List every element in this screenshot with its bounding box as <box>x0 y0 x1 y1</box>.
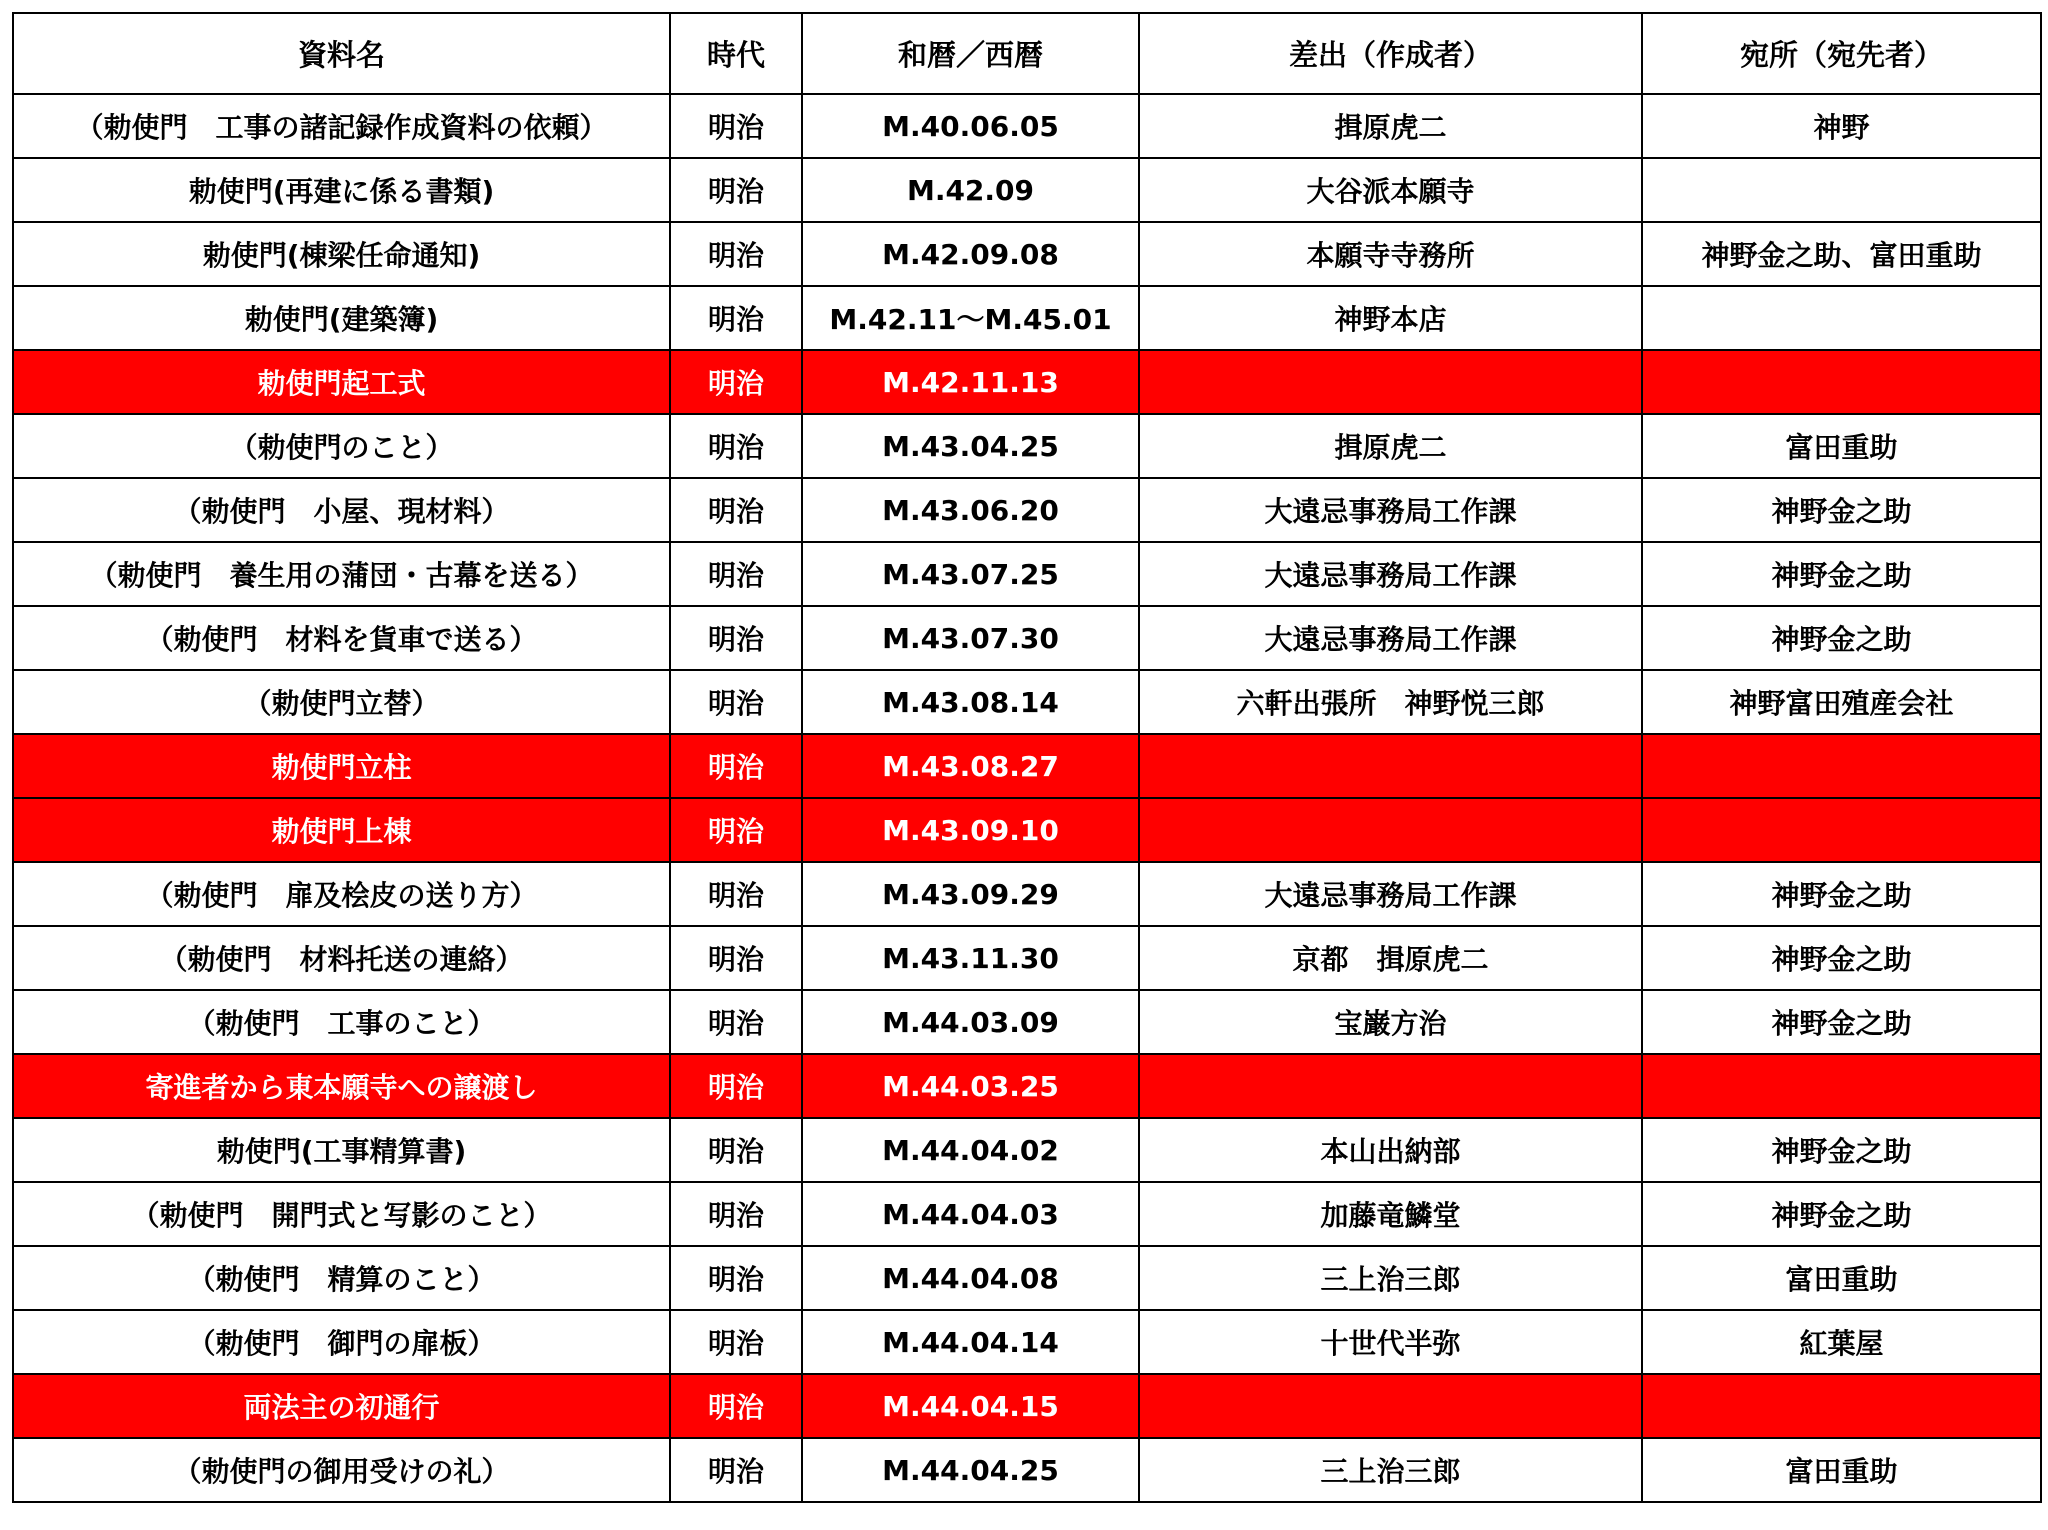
table-row <box>13 1310 2041 1374</box>
cell-date: M.42.09.08 <box>802 222 1139 286</box>
table-body <box>13 94 2041 1502</box>
table-row <box>13 1182 2041 1246</box>
cell-document-name: （勅使門 精算のこと） <box>13 1246 670 1310</box>
cell-document-name: （勅使門 御門の扉板） <box>13 1310 670 1374</box>
cell-document-name: 勅使門上棟 <box>13 798 670 862</box>
header-date: 和暦／西暦 <box>802 13 1139 94</box>
table-row <box>13 670 2041 734</box>
cell-date: M.43.08.14 <box>802 670 1139 734</box>
table-row <box>13 990 2041 1054</box>
cell-recipient: 神野金之助 <box>1642 542 2041 606</box>
cell-era: 明治 <box>670 478 802 542</box>
cell-sender: 揖原虎二 <box>1139 94 1642 158</box>
cell-era: 明治 <box>670 1374 802 1438</box>
cell-sender: 大遠忌事務局工作課 <box>1139 862 1642 926</box>
cell-recipient <box>1642 158 2041 222</box>
cell-recipient: 神野金之助 <box>1642 606 2041 670</box>
table-row <box>13 862 2041 926</box>
cell-sender <box>1139 350 1642 414</box>
cell-date: M.42.11～M.45.01 <box>802 286 1139 350</box>
cell-era: 明治 <box>670 1310 802 1374</box>
cell-era: 明治 <box>670 1054 802 1118</box>
cell-sender: 六軒出張所 神野悦三郎 <box>1139 670 1642 734</box>
table-row <box>13 542 2041 606</box>
cell-document-name: 両法主の初通行 <box>13 1374 670 1438</box>
cell-sender: 本山出納部 <box>1139 1118 1642 1182</box>
cell-date: M.44.03.25 <box>802 1054 1139 1118</box>
cell-recipient: 神野富田殖産会社 <box>1642 670 2041 734</box>
header-era: 時代 <box>670 13 802 94</box>
table-row-highlighted <box>13 1374 2041 1438</box>
cell-recipient: 神野金之助 <box>1642 862 2041 926</box>
cell-sender: 十世代半弥 <box>1139 1310 1642 1374</box>
cell-era: 明治 <box>670 606 802 670</box>
cell-document-name: （勅使門 工事のこと） <box>13 990 670 1054</box>
cell-sender: 加藤竜鱗堂 <box>1139 1182 1642 1246</box>
cell-document-name: （勅使門 工事の諸記録作成資料の依頼） <box>13 94 670 158</box>
table-row-highlighted <box>13 1054 2041 1118</box>
cell-date: M.40.06.05 <box>802 94 1139 158</box>
cell-document-name: （勅使門 開門式と写影のこと） <box>13 1182 670 1246</box>
cell-document-name: 勅使門(工事精算書) <box>13 1118 670 1182</box>
cell-era: 明治 <box>670 670 802 734</box>
cell-date: M.43.04.25 <box>802 414 1139 478</box>
cell-date: M.43.08.27 <box>802 734 1139 798</box>
cell-document-name: 勅使門起工式 <box>13 350 670 414</box>
cell-sender: 揖原虎二 <box>1139 414 1642 478</box>
cell-document-name: 勅使門(再建に係る書類) <box>13 158 670 222</box>
cell-era: 明治 <box>670 926 802 990</box>
cell-era: 明治 <box>670 734 802 798</box>
cell-era: 明治 <box>670 286 802 350</box>
cell-era: 明治 <box>670 862 802 926</box>
cell-document-name: 勅使門(棟梁任命通知) <box>13 222 670 286</box>
cell-era: 明治 <box>670 414 802 478</box>
cell-recipient <box>1642 1054 2041 1118</box>
cell-sender <box>1139 1054 1642 1118</box>
cell-date: M.43.09.10 <box>802 798 1139 862</box>
table-row-highlighted <box>13 350 2041 414</box>
cell-sender: 大遠忌事務局工作課 <box>1139 478 1642 542</box>
table-row <box>13 1246 2041 1310</box>
cell-recipient <box>1642 734 2041 798</box>
cell-date: M.43.07.25 <box>802 542 1139 606</box>
cell-recipient: 神野金之助 <box>1642 478 2041 542</box>
cell-recipient: 神野金之助 <box>1642 1118 2041 1182</box>
cell-era: 明治 <box>670 990 802 1054</box>
cell-date: M.44.04.14 <box>802 1310 1139 1374</box>
cell-date: M.44.04.15 <box>802 1374 1139 1438</box>
cell-document-name: （勅使門 扉及桧皮の送り方） <box>13 862 670 926</box>
cell-document-name: （勅使門 材料を貨車で送る） <box>13 606 670 670</box>
cell-era: 明治 <box>670 1182 802 1246</box>
cell-recipient <box>1642 286 2041 350</box>
table-row <box>13 478 2041 542</box>
cell-recipient: 神野金之助 <box>1642 1182 2041 1246</box>
document-table <box>12 12 2042 1503</box>
table-row <box>13 158 2041 222</box>
table-row-highlighted <box>13 798 2041 862</box>
cell-era: 明治 <box>670 158 802 222</box>
table-row <box>13 222 2041 286</box>
cell-sender: 三上治三郎 <box>1139 1246 1642 1310</box>
cell-date: M.44.04.03 <box>802 1182 1139 1246</box>
cell-recipient: 神野 <box>1642 94 2041 158</box>
cell-sender <box>1139 798 1642 862</box>
cell-document-name: 寄進者から東本願寺への譲渡し <box>13 1054 670 1118</box>
header-document-name: 資料名 <box>13 13 670 94</box>
table-row <box>13 606 2041 670</box>
cell-date: M.43.11.30 <box>802 926 1139 990</box>
table-row <box>13 94 2041 158</box>
cell-era: 明治 <box>670 1118 802 1182</box>
cell-recipient: 富田重助 <box>1642 1246 2041 1310</box>
cell-date: M.44.04.25 <box>802 1438 1139 1502</box>
cell-era: 明治 <box>670 350 802 414</box>
cell-recipient: 紅葉屋 <box>1642 1310 2041 1374</box>
cell-era: 明治 <box>670 1438 802 1502</box>
cell-date: M.42.09 <box>802 158 1139 222</box>
cell-date: M.42.11.13 <box>802 350 1139 414</box>
cell-document-name: （勅使門の御用受けの礼） <box>13 1438 670 1502</box>
cell-document-name: （勅使門 小屋、現材料） <box>13 478 670 542</box>
cell-date: M.43.06.20 <box>802 478 1139 542</box>
table-header-row <box>13 13 2041 94</box>
cell-date: M.44.04.08 <box>802 1246 1139 1310</box>
cell-date: M.44.04.02 <box>802 1118 1139 1182</box>
table-row <box>13 926 2041 990</box>
cell-sender: 大遠忌事務局工作課 <box>1139 606 1642 670</box>
cell-recipient <box>1642 350 2041 414</box>
table-row <box>13 1118 2041 1182</box>
cell-sender <box>1139 734 1642 798</box>
cell-sender: 本願寺寺務所 <box>1139 222 1642 286</box>
cell-date: M.43.07.30 <box>802 606 1139 670</box>
cell-sender <box>1139 1374 1642 1438</box>
cell-document-name: （勅使門 材料托送の連絡） <box>13 926 670 990</box>
cell-recipient <box>1642 798 2041 862</box>
header-recipient: 宛所（宛先者） <box>1642 13 2041 94</box>
cell-era: 明治 <box>670 94 802 158</box>
table-row <box>13 1438 2041 1502</box>
cell-sender: 大谷派本願寺 <box>1139 158 1642 222</box>
cell-recipient: 富田重助 <box>1642 414 2041 478</box>
cell-document-name: （勅使門のこと） <box>13 414 670 478</box>
cell-recipient <box>1642 1374 2041 1438</box>
cell-sender: 京都 揖原虎二 <box>1139 926 1642 990</box>
table-row <box>13 286 2041 350</box>
cell-recipient: 神野金之助 <box>1642 926 2041 990</box>
cell-document-name: 勅使門立柱 <box>13 734 670 798</box>
cell-sender: 宝巌方治 <box>1139 990 1642 1054</box>
cell-date: M.43.09.29 <box>802 862 1139 926</box>
cell-recipient: 神野金之助、富田重助 <box>1642 222 2041 286</box>
cell-sender: 大遠忌事務局工作課 <box>1139 542 1642 606</box>
cell-era: 明治 <box>670 222 802 286</box>
cell-sender: 三上治三郎 <box>1139 1438 1642 1502</box>
cell-document-name: （勅使門 養生用の蒲団・古幕を送る） <box>13 542 670 606</box>
cell-recipient: 神野金之助 <box>1642 990 2041 1054</box>
cell-document-name: （勅使門立替） <box>13 670 670 734</box>
cell-era: 明治 <box>670 542 802 606</box>
cell-recipient: 富田重助 <box>1642 1438 2041 1502</box>
cell-era: 明治 <box>670 1246 802 1310</box>
table-row <box>13 414 2041 478</box>
cell-document-name: 勅使門(建築簿) <box>13 286 670 350</box>
cell-sender: 神野本店 <box>1139 286 1642 350</box>
cell-era: 明治 <box>670 798 802 862</box>
header-sender: 差出（作成者） <box>1139 13 1642 94</box>
table-row-highlighted <box>13 734 2041 798</box>
cell-date: M.44.03.09 <box>802 990 1139 1054</box>
